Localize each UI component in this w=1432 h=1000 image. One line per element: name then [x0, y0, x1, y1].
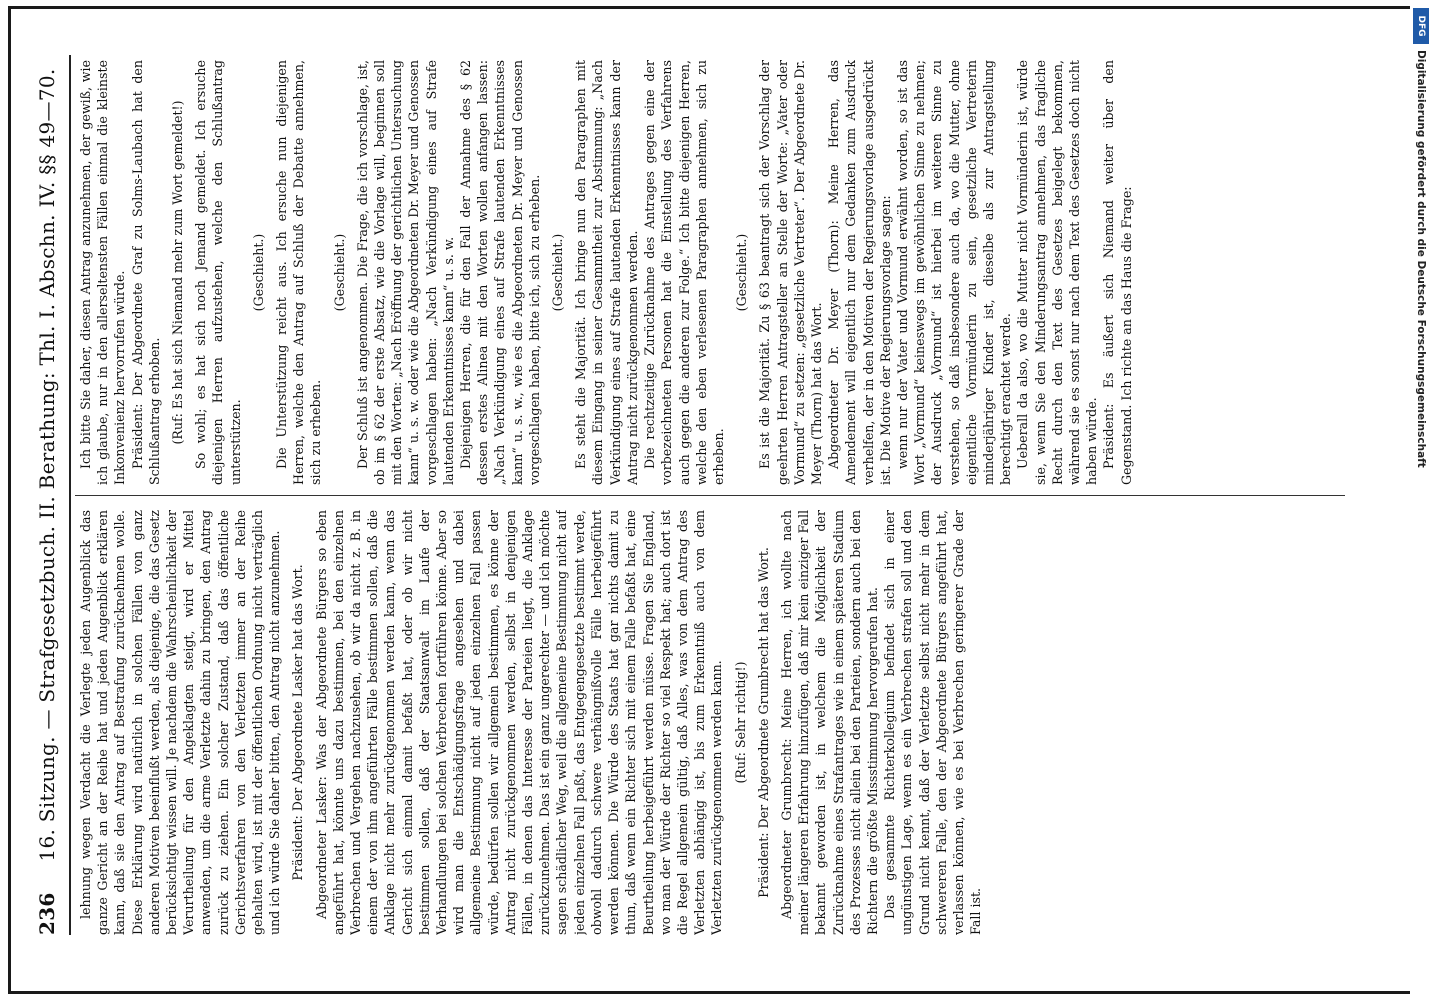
paragraph: Ueberall da also, wo die Mutter nicht Vormünderin ist, würde sie, wenn Sie den Minderungsantrag annehmen, das fragliche Recht durch den Text des Gesetzes beigelegt bekommen, während sie es sonst nur nach dem Text des Gesetzes doch nicht haben würde. — [1015, 60, 1100, 485]
funding-note-text: Digitalisierung gefördert durch die Deutsche Forschungsgemeinschaft — [1415, 50, 1427, 468]
paragraph: Es steht die Majorität. Ich bringe nun den Paragraphen mit diesem Eingang in seiner Gesammtheit zur Abstimmung: „Nach Verkündigung eines auf Strafe lautenden Erkenntnisses kann der Antrag nicht zurückgenommen werden. — [573, 60, 640, 485]
funding-note — [1413, 50, 1429, 990]
running-header — [35, 55, 63, 935]
paragraph: Abgeordneter Lasker: Was der Abgeordnete Bürgers so eben angeführt hat, könnte uns dazu bestimmen, bei den einzelnen Verbrechen und Vergehen nachzusehen, ob wir da nicht z. B. in einem der von ihm angeführten Fälle bestimmen sollen, daß die Anklage nicht mehr zurückgenommen werden kann, wenn das Gericht sich einmal damit befaßt hat, oder ob wir nicht bestimmen sollen, daß der Staatsanwalt im Laufe der Verhandlungen bei solchen Verbrechen fortführen könne. Aber so wird man die Entschädigungsfrage angesehen und dabei allgemeine Bestimmung nicht auf jeden einzelnen Fall passen würde, bedürfen sollen wir allgemein bestimmen, es könne der Antrag nicht zurückgenommen werden, selbst in denjenigen Fällen, in denen das Interesse der Parteien liegt, die Anklage zurückzunehmen. Das ist ein ganz ungerechter — und ich möchte sagen schädlicher Weg, weil die allgemeine Bestimmung nicht auf jeden einzelnen Fall paßt, das Entgegengesetzte bestimmt werde, obwohl dadurch schwere verhängnißvolle Fälle herbeigeführt werden können. Die Würde des Staats hat gar nichts damit zu thun, daß wenn ein Richter sich mit einem Falle befaßt hat, eine Beurtheilung herbeigeführt werden müsse. Fragen Sie England, wo man der Würde der Richter so viel Respekt hat; auch dort ist die Regel allgemein gültig, daß Alles, was von dem Antrag des Verletzten abhängig ist, bis zum Erkenntniß auch von dem Verletzten zurückgenommen werden kann. — [313, 510, 725, 935]
paragraph: Es ist die Majorität. Zu § 63 beantragt sich der Vorschlag der geehrten Herren Antragsteller an Stelle der Worte: „Vater oder Vormund“ zu setzen: „gesetzliche Vertreter“. Der Abgeordnete Dr. Meyer (Thorn) hat das Wort. — [757, 60, 824, 485]
paragraph: lehnung wegen Verdacht die Verlegte jeden Augenblick das ganze Gericht an der Reihe hat und jeden Augenblick erklären kann, daß sie den Antrag auf Bestrafung zurücknehmen wolle. Diese Erklärung wird natürlich in solchen Fällen von ganz anderen Motiven beeinflußt werden, als diejenige, die das Gesetz berücksichtigt wissen will. Je nachdem die Wahrscheinlichkeit der Verurtheilung für den Angeklagten steigt, wird er Mittel anwenden, um die arme Verletzte dahin zu bringen, den Antrag zurück zu ziehen. Ein solcher Zustand, daß das öffentliche Gerichtsverfahren von den Verletzten immer an der Reihe gehalten wird, ist mit der öffentlichen Ordnung nicht verträglich und ich würde Sie daher bitten, den Antrag nicht anzunehmen. — [78, 510, 283, 935]
dfg-logo-text: DFG — [1416, 15, 1426, 37]
paragraph: Abgeordneter Grumbrecht: Meine Herren, ich wollte nach meiner längeren Erfahrung hinzufügen, daß mir kein einziger Fall bekannt geworden ist, in welchem die Möglichkeit der Zurücknahme eines Strafantrages wie in einem späteren Stadium des Prozesses nicht allein bei den Parteien, sondern auch bei den Richtern die größte Missstimmung hervorgerufen hat. — [778, 510, 880, 935]
paragraph: So wohl; es hat sich noch Jemand gemeldet. Ich ersuche diejenigen Herren aufzustehen, welche den Schlußantrag unterstützen. — [193, 60, 243, 485]
centered-remark: Präsident: Der Abgeordnete Lasker hat das Wort. — [290, 564, 306, 881]
centered-remark: (Ruf: Sehr richtig!) — [732, 661, 748, 784]
scan-frame-top — [8, 6, 1410, 9]
paragraph: Ich bitte Sie daher, diesen Antrag anzunehmen, der gewiß, wie ich glaube, nur in den allerseltensten Fällen einmal die kleinste Inkonvenienz hervorrufen würde. — [78, 60, 128, 485]
digitization-sidebar — [1413, 8, 1430, 992]
dfg-logo — [1413, 8, 1429, 44]
centered-remark: (Geschieht.) — [331, 233, 347, 312]
centered-remark: (Ruf: Es hat sich Niemand mehr zum Wort gemeldet!) — [170, 100, 186, 445]
paragraph: wenn nur der Vater und Vormund erwähnt worden, so ist das Wort „Vormund“ keineswegs im gewöhnlichen Sinne zu nehmen; der Ausdruck „Vormund“ ist hierbei im weiteren Sinne zu verstehen, so daß insbesondere auch da, wo die Mutter, ohne eigentliche Vormünderin zu sein, gesetzliche Vertreterin minderjähriger Kinder ist, dieselbe als zur Antragstellung berechtigt erachtet werde. — [894, 60, 1014, 485]
centered-remark: (Geschieht.) — [550, 233, 566, 312]
paragraph: Die rechtzeitige Zurücknahme des Antrages gegen eine der vorbezeichneten Personen hat die Einstellung des Verfahrens auch gegen die anderen zur Folge.“ Ich bitte diejenigen Herren, welche den eben verlesenen Paragraphen annehmen, sich zu erheben. — [642, 60, 726, 485]
running-title: 16. Sitzung. — Strafgesetzbuch. II. Berathung: Thl. I. Abschn. IV. §§ 49—70. — [35, 68, 59, 862]
paragraph: Präsident: Es äußert sich Niemand weiter über den Gegenstand. Ich richte an das Haus die Frage: — [1101, 60, 1134, 485]
document-page — [35, 45, 1355, 945]
page-number: 236 — [35, 892, 59, 935]
header-rule — [69, 55, 71, 935]
paragraph: Abgeordneter Dr. Meyer (Thorn): Meine Herren, das Amendement will eigentlich nur dem Gedanken zum Ausdruck verhelfen, der in den Motiven der Regierungsvorlage ausgedrückt ist. Die Motive der Regierungsvorlage sagen: — [826, 60, 893, 485]
paragraph: Der Schluß ist angenommen. Die Frage, die ich vorschlage, ist, ob im § 62 der erste Absatz, wie die Vorlage will, beginnen soll mit den Worten: „Nach Eröffnung der gerichtlichen Untersuchung kann“ u. s. w. oder wie die Abgeordneten Dr. Meyer und Genossen vorgeschlagen haben: „Nach Verkündigung eines auf Strafe lautenden Erkenntnisses kann“ u. s. w. — [354, 60, 456, 485]
column-divider — [75, 495, 1345, 496]
left-text-column — [77, 510, 1347, 935]
centered-remark: (Geschieht.) — [250, 233, 266, 312]
right-text-column — [77, 60, 1347, 485]
centered-remark: Präsident: Der Abgeordnete Grumbrecht hat das Wort. — [755, 547, 771, 898]
scan-frame-bottom — [8, 991, 1410, 994]
paragraph: Diejenigen Herren, die für den Fall der Annahme des § 62 dessen erstes Alinea mit den Worten wollen anfangen lassen: „Nach Verkündigung eines auf Strafe lautenden Erkenntnisses kann“ u. s. w., wie es die Abgeordneten Dr. Meyer und Genossen vorgeschlagen haben, bitte ich, sich zu erheben. — [458, 60, 542, 485]
scan-frame-left — [8, 6, 11, 994]
paragraph: Präsident: Der Abgeordnete Graf zu Solms-Laubach hat den Schlußantrag erhoben. — [129, 60, 162, 485]
paragraph: Das gesammte Richterkollegium befindet sich in einer ungünstigen Lage, wenn es ein Verbrechen strafen soll und den Grund nicht kennt, daß der Verletzte selbst nicht mehr in dem schwereren Falle, den der Abgeordnete Bürgers angeführt hat, verlassen können, wie es bei Verbrechen geringerer Grade der Fall ist. — [882, 510, 984, 935]
centered-remark: (Geschieht.) — [734, 233, 750, 312]
paragraph: Die Unterstützung reicht aus. Ich ersuche nun diejenigen Herren, welche den Antrag auf Schluß der Debatte annehmen, sich zu erheben. — [274, 60, 324, 485]
